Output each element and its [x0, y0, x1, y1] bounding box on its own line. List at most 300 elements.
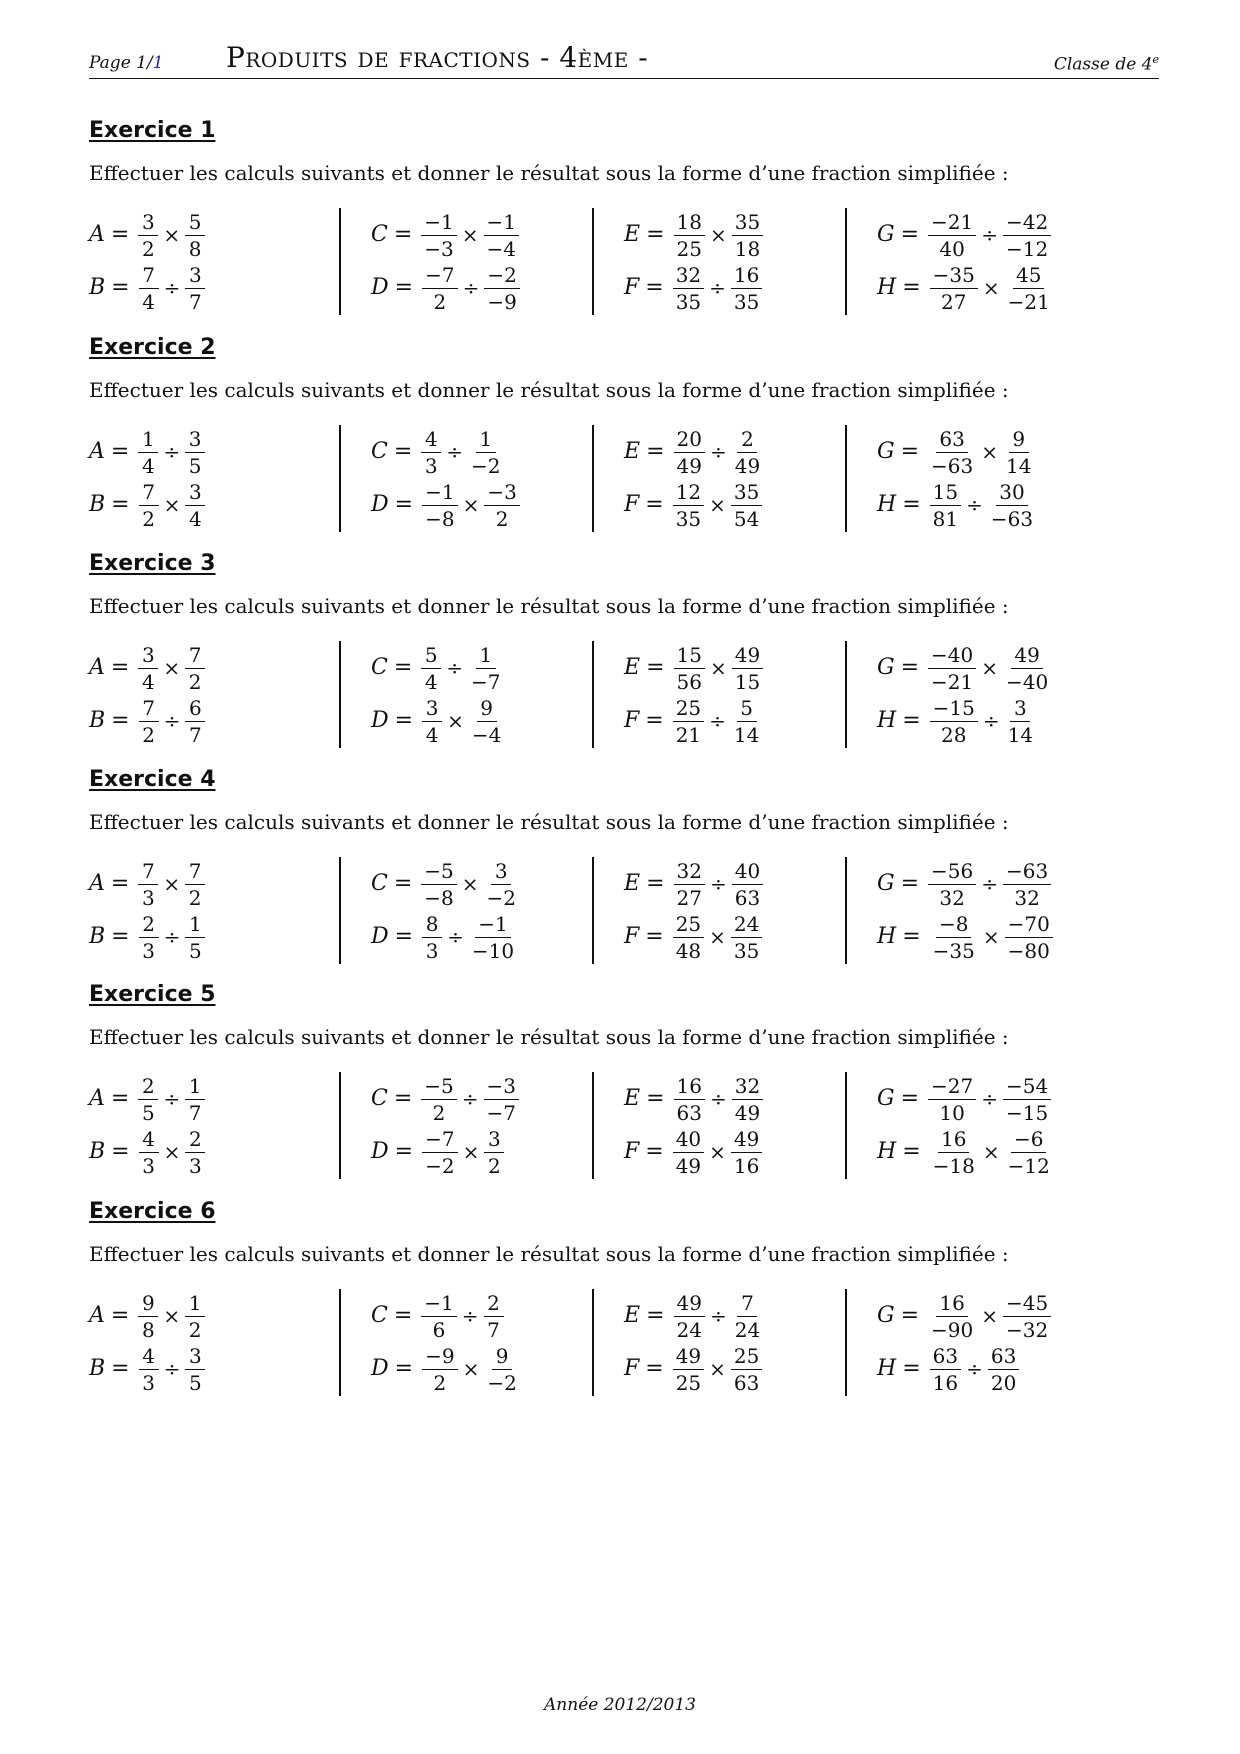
equals-sign: = — [111, 492, 130, 517]
variable-name: G — [877, 655, 895, 680]
equals-sign: = — [902, 1356, 921, 1381]
operator: × — [709, 222, 727, 247]
variable-name: E — [624, 1086, 641, 1111]
equals-sign: = — [902, 492, 921, 517]
numerator: 15 — [930, 480, 961, 506]
variable-name: C — [371, 1303, 388, 1328]
equals-sign: = — [111, 1356, 130, 1381]
exercise-instruction: Effectuer les calculs suivants et donner le résultat sous la forme d’une fraction simplifiée : — [89, 1025, 1009, 1049]
expression — [371, 1072, 519, 1125]
equals-sign: = — [110, 1086, 130, 1111]
denominator: 40 — [939, 236, 965, 261]
expression — [624, 1342, 763, 1395]
fraction — [138, 1291, 158, 1341]
numerator: −1 — [421, 1291, 456, 1317]
expression-column — [845, 641, 1097, 748]
operator: ÷ — [163, 275, 181, 300]
fraction — [1003, 1074, 1051, 1124]
variable-name: F — [624, 492, 640, 517]
equals-sign: = — [394, 275, 414, 300]
denominator: 7 — [487, 1317, 500, 1342]
operator: ÷ — [709, 1086, 727, 1111]
operator: × — [709, 1139, 726, 1164]
variable-name: H — [877, 1139, 897, 1164]
equals-sign: = — [645, 1356, 664, 1381]
numerator: −7 — [422, 263, 457, 289]
fraction — [731, 1344, 762, 1394]
numerator: 3 — [185, 480, 205, 506]
operator: × — [461, 222, 479, 247]
denominator: 81 — [932, 506, 959, 531]
denominator: 7 — [188, 1100, 202, 1125]
operator: × — [709, 492, 726, 517]
variable-name: A — [89, 1086, 105, 1111]
expression-column — [339, 1072, 591, 1179]
numerator: −2 — [484, 263, 519, 289]
denominator: 16 — [932, 1370, 959, 1395]
numerator: 1 — [185, 912, 205, 938]
denominator: 4 — [425, 722, 439, 747]
expression — [624, 857, 763, 910]
denominator: −63 — [990, 506, 1034, 531]
fraction — [139, 480, 159, 530]
variable-name: F — [624, 924, 640, 949]
operator: ÷ — [163, 439, 181, 464]
denominator: 8 — [188, 236, 202, 261]
fraction — [469, 912, 517, 962]
numerator: −56 — [928, 859, 976, 885]
fraction — [731, 480, 762, 530]
variable-name: B — [89, 275, 106, 300]
fraction — [928, 427, 976, 477]
expression — [89, 694, 205, 747]
equals-sign: = — [645, 1139, 664, 1164]
expression — [624, 910, 763, 963]
fraction — [674, 427, 705, 477]
expression — [371, 425, 520, 478]
variable-name: E — [624, 655, 641, 680]
denominator: −63 — [931, 453, 974, 478]
denominator: 2 — [188, 1317, 202, 1342]
expression — [89, 857, 205, 910]
denominator: 2 — [142, 722, 155, 747]
variable-name: G — [877, 439, 895, 464]
expression — [89, 208, 205, 261]
fraction — [484, 1127, 504, 1177]
variable-name: C — [371, 439, 388, 464]
exercise-title: Exercice 5 — [89, 982, 216, 1007]
denominator: 14 — [733, 722, 760, 747]
numerator: 63 — [930, 1344, 961, 1370]
fraction — [138, 643, 158, 693]
denominator: −35 — [932, 938, 975, 963]
expression — [89, 261, 205, 314]
fraction — [422, 1127, 457, 1177]
fraction — [468, 643, 503, 693]
variable-name: G — [877, 1086, 895, 1111]
fraction — [484, 210, 519, 260]
expression-column — [339, 1289, 591, 1396]
operator: × — [163, 871, 181, 896]
fraction — [928, 643, 976, 693]
expression — [624, 478, 763, 531]
equals-sign: = — [900, 871, 920, 896]
numerator: −63 — [1003, 859, 1051, 885]
numerator: −5 — [421, 1074, 456, 1100]
operator: ÷ — [709, 871, 727, 896]
operator: × — [447, 708, 464, 733]
operator: × — [462, 492, 480, 517]
denominator: −9 — [487, 289, 517, 314]
numerator: 1 — [476, 427, 496, 453]
expression-column — [89, 857, 339, 964]
denominator: 3 — [142, 1153, 155, 1178]
denominator: 2 — [188, 885, 202, 910]
fraction — [484, 1074, 519, 1124]
page-number: Page 1/1 — [89, 53, 164, 73]
operator: × — [163, 492, 181, 517]
numerator: 3 — [138, 643, 158, 669]
equals-sign: = — [902, 708, 921, 733]
fraction — [421, 1074, 456, 1124]
denominator: −90 — [931, 1317, 974, 1342]
expression — [877, 1125, 1053, 1178]
expression — [371, 208, 520, 261]
numerator: −1 — [421, 210, 456, 236]
denominator: −2 — [487, 1370, 517, 1395]
numerator: 3 — [484, 1127, 504, 1153]
fraction — [422, 263, 457, 313]
expression — [89, 425, 205, 478]
operator: × — [709, 924, 726, 949]
denominator: 5 — [189, 1370, 202, 1395]
exercise-title: Exercice 2 — [89, 335, 216, 360]
expression — [371, 478, 520, 531]
page-total-link[interactable]: 1 — [152, 53, 164, 73]
numerator: −8 — [936, 912, 971, 938]
exercise-instruction: Effectuer les calculs suivants et donner le résultat sous la forme d’une fraction simplifiée : — [89, 378, 1009, 402]
expression-column — [339, 425, 591, 532]
numerator: 7 — [737, 1291, 757, 1317]
operator: ÷ — [966, 1356, 983, 1381]
denominator: 6 — [432, 1317, 446, 1342]
denominator: 49 — [675, 1153, 702, 1178]
denominator: 32 — [1014, 885, 1040, 910]
variable-name: B — [89, 492, 106, 517]
fraction — [930, 696, 978, 746]
numerator: 7 — [185, 643, 205, 669]
denominator: −8 — [424, 885, 454, 910]
equals-sign: = — [646, 1086, 665, 1111]
equals-sign: = — [900, 1086, 920, 1111]
numerator: −27 — [928, 1074, 976, 1100]
numerator: −54 — [1003, 1074, 1051, 1100]
denominator: −40 — [1006, 669, 1049, 694]
equals-sign: = — [393, 871, 413, 896]
operator: × — [982, 924, 1000, 949]
operator: ÷ — [462, 275, 480, 300]
fraction — [185, 912, 205, 962]
expression — [877, 1289, 1051, 1342]
denominator: 2 — [433, 1370, 447, 1395]
variable-name: C — [371, 655, 388, 680]
equals-sign: = — [646, 1303, 665, 1328]
numerator: 49 — [1011, 643, 1042, 669]
equals-sign: = — [394, 924, 414, 949]
denominator: 4 — [142, 289, 155, 314]
numerator: 4 — [139, 1127, 159, 1153]
fraction — [421, 427, 441, 477]
equals-sign: = — [645, 924, 664, 949]
exercise-3 — [89, 551, 1159, 761]
equals-sign: = — [646, 439, 665, 464]
numerator: 12 — [673, 480, 704, 506]
fraction — [1003, 210, 1051, 260]
numerator: 16 — [938, 1127, 969, 1153]
denominator: 14 — [1006, 453, 1032, 478]
fraction — [422, 912, 442, 962]
operator: ÷ — [709, 1303, 727, 1328]
fraction — [1003, 1291, 1051, 1341]
variable-name: F — [624, 275, 640, 300]
equals-sign: = — [394, 1356, 414, 1381]
expression-column — [89, 425, 339, 532]
fraction — [930, 912, 978, 962]
numerator: 16 — [731, 263, 762, 289]
denominator: −7 — [486, 1100, 517, 1125]
numerator: 7 — [185, 859, 205, 885]
exercise-5 — [89, 982, 1159, 1192]
denominator: −7 — [471, 669, 501, 694]
denominator: 24 — [676, 1317, 702, 1342]
denominator: 3 — [424, 453, 438, 478]
fraction — [185, 1291, 205, 1341]
denominator: 27 — [676, 885, 702, 910]
denominator: −21 — [931, 669, 974, 694]
exercise-instruction: Effectuer les calculs suivants et donner le résultat sous la forme d’une fraction simplifiée : — [89, 594, 1009, 618]
expression — [877, 910, 1053, 963]
numerator: 3 — [185, 427, 205, 453]
fraction — [185, 1344, 205, 1394]
fraction — [138, 210, 158, 260]
numerator: 6 — [185, 696, 205, 722]
denominator: 3 — [425, 938, 439, 963]
denominator: 20 — [990, 1370, 1017, 1395]
equals-sign: = — [645, 275, 664, 300]
fraction — [1005, 263, 1053, 313]
fraction — [469, 696, 504, 746]
numerator: 3 — [185, 1344, 205, 1370]
numerator: −15 — [930, 696, 978, 722]
numerator: 24 — [731, 912, 762, 938]
expression — [371, 1289, 520, 1342]
expression — [89, 910, 205, 963]
expression-column — [89, 1072, 339, 1179]
fraction — [139, 912, 159, 962]
denominator: 2 — [141, 236, 155, 261]
expression — [89, 1342, 205, 1395]
equals-sign: = — [393, 1086, 413, 1111]
fraction — [732, 1074, 763, 1124]
fraction — [928, 1074, 976, 1124]
numerator: 7 — [139, 696, 159, 722]
fraction — [1003, 643, 1051, 693]
fraction — [731, 1127, 762, 1177]
fraction — [138, 1074, 158, 1124]
fraction — [185, 263, 205, 313]
denominator: 3 — [142, 1370, 155, 1395]
equals-sign: = — [111, 1139, 130, 1164]
numerator: 2 — [139, 912, 159, 938]
operator: × — [981, 439, 998, 464]
variable-name: B — [89, 708, 106, 733]
expression-column — [592, 641, 844, 748]
expression — [89, 1289, 205, 1342]
variable-name: A — [89, 655, 105, 680]
denominator: 4 — [424, 669, 438, 694]
expression-column — [845, 1072, 1097, 1179]
operator: ÷ — [446, 655, 464, 680]
fraction — [673, 1127, 704, 1177]
expression-column — [592, 208, 844, 315]
numerator: −5 — [421, 859, 456, 885]
operator: ÷ — [982, 708, 1000, 733]
expression — [624, 425, 763, 478]
fraction — [138, 859, 158, 909]
denominator: 5 — [141, 1100, 155, 1125]
numerator: 5 — [737, 696, 757, 722]
fraction — [185, 1074, 205, 1124]
denominator: −2 — [486, 885, 517, 910]
equals-sign: = — [110, 871, 130, 896]
equals-sign: = — [902, 1139, 921, 1164]
denominator: 56 — [676, 669, 702, 694]
numerator: 35 — [731, 480, 762, 506]
expression — [371, 910, 519, 963]
fraction — [673, 696, 704, 746]
operator: ÷ — [981, 1086, 998, 1111]
numerator: 2 — [484, 1291, 504, 1317]
variable-name: H — [877, 708, 897, 733]
page-header — [89, 38, 1159, 79]
equals-sign: = — [645, 708, 664, 733]
numerator: −35 — [930, 263, 978, 289]
exercise-title: Exercice 4 — [89, 767, 216, 792]
fraction — [673, 1344, 704, 1394]
numerator: −40 — [928, 643, 976, 669]
variable-name: D — [371, 708, 389, 733]
expression — [877, 1072, 1053, 1125]
operator: ÷ — [709, 275, 726, 300]
numerator: 9 — [492, 1344, 512, 1370]
numerator: 63 — [988, 1344, 1019, 1370]
numerator: 1 — [185, 1074, 205, 1100]
denominator: 4 — [189, 506, 202, 531]
numerator: 3 — [138, 210, 158, 236]
numerator: 49 — [731, 1127, 762, 1153]
numerator: 25 — [731, 1344, 762, 1370]
fraction — [674, 1291, 705, 1341]
denominator: 16 — [733, 1153, 760, 1178]
variable-name: D — [371, 924, 389, 949]
variable-name: B — [89, 1356, 106, 1381]
operator: ÷ — [981, 222, 998, 247]
fraction — [1003, 859, 1051, 909]
exercise-1 — [89, 118, 1159, 328]
denominator: 7 — [189, 289, 202, 314]
equals-sign: = — [111, 708, 130, 733]
variable-name: A — [89, 439, 105, 464]
expression — [624, 694, 763, 747]
fraction — [421, 210, 456, 260]
variable-name: B — [89, 1139, 106, 1164]
operator: ÷ — [709, 439, 727, 464]
equals-sign: = — [646, 222, 665, 247]
numerator: 7 — [138, 859, 158, 885]
denominator: −21 — [1007, 289, 1050, 314]
denominator: 3 — [141, 885, 155, 910]
operator: × — [982, 1139, 1000, 1164]
fraction — [484, 1291, 504, 1341]
fraction — [928, 210, 976, 260]
expression-column — [339, 641, 591, 748]
denominator: 35 — [675, 506, 702, 531]
numerator: 5 — [421, 643, 441, 669]
fraction — [673, 263, 704, 313]
expression — [877, 208, 1053, 261]
fraction — [185, 427, 205, 477]
denominator: 49 — [734, 1100, 761, 1125]
denominator: −3 — [424, 236, 454, 261]
denominator: 4 — [141, 453, 155, 478]
fraction — [732, 210, 763, 260]
variable-name: A — [89, 1303, 105, 1328]
operator: × — [163, 222, 181, 247]
operator: × — [709, 655, 727, 680]
variable-name: E — [624, 439, 641, 464]
equals-sign: = — [393, 655, 413, 680]
fraction — [673, 912, 704, 962]
operator: × — [163, 1303, 181, 1328]
equals-sign: = — [110, 655, 130, 680]
expression-column — [592, 1072, 844, 1179]
fraction — [185, 643, 205, 693]
expression — [624, 208, 763, 261]
numerator: 25 — [673, 912, 704, 938]
numerator: 1 — [138, 427, 158, 453]
equals-sign: = — [393, 222, 413, 247]
fraction — [1005, 912, 1053, 962]
fraction — [732, 1291, 763, 1341]
denominator: 2 — [432, 1100, 446, 1125]
denominator: 8 — [141, 1317, 155, 1342]
fraction — [930, 1127, 978, 1177]
numerator: 3 — [491, 859, 511, 885]
numerator: 49 — [732, 643, 763, 669]
fraction — [139, 696, 159, 746]
equals-sign: = — [111, 924, 130, 949]
expression — [371, 261, 520, 314]
fraction — [674, 1074, 705, 1124]
denominator: −8 — [425, 506, 455, 531]
equals-sign: = — [645, 492, 664, 517]
denominator: 25 — [676, 236, 702, 261]
denominator: −32 — [1006, 1317, 1049, 1342]
operator: × — [709, 1356, 726, 1381]
operator: × — [982, 275, 1000, 300]
equals-sign: = — [110, 1303, 130, 1328]
fraction — [422, 480, 457, 530]
